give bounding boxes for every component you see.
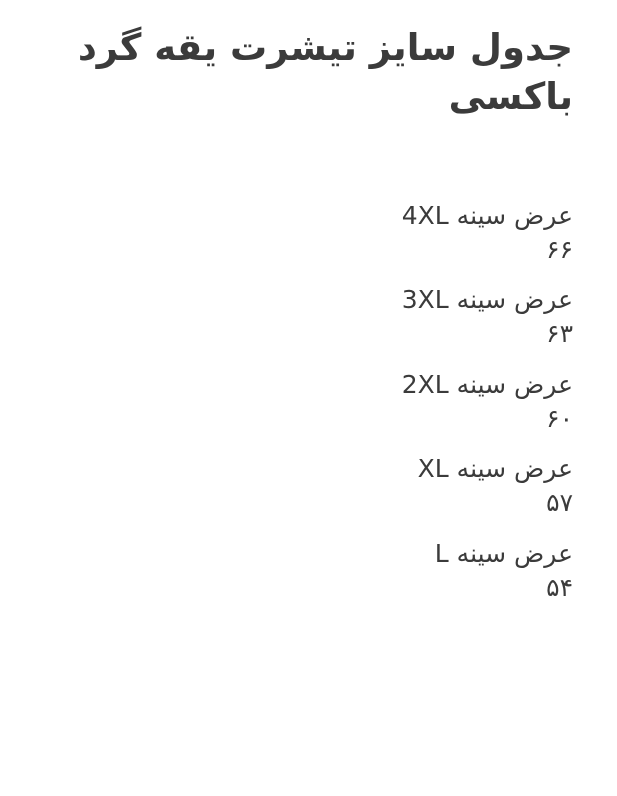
- measurement-value: ۶۳: [546, 319, 573, 349]
- measurement-label: عرض سینه 2XL: [401, 369, 573, 399]
- title-spacer: [44, 122, 573, 200]
- measurement-value: ۵۷: [546, 488, 573, 518]
- table-row: [44, 369, 573, 436]
- measurement-value: ۶۰: [546, 403, 573, 433]
- table-row: [44, 453, 573, 520]
- page-title: جدول سایز تیشرت یقه گرد باکسی: [77, 26, 573, 118]
- measurement-label: عرض سینه L: [434, 538, 573, 568]
- measurement-label: عرض سینه 4XL: [401, 200, 573, 230]
- measurement-label: عرض سینه 3XL: [401, 285, 573, 315]
- table-row: [44, 538, 573, 605]
- measurement-value: ۶۶: [546, 234, 573, 264]
- table-row: [44, 200, 573, 267]
- measurement-value: ۵۴: [546, 572, 573, 602]
- size-table: [44, 200, 573, 605]
- table-row: [44, 284, 573, 351]
- measurement-label: عرض سینه XL: [417, 454, 573, 484]
